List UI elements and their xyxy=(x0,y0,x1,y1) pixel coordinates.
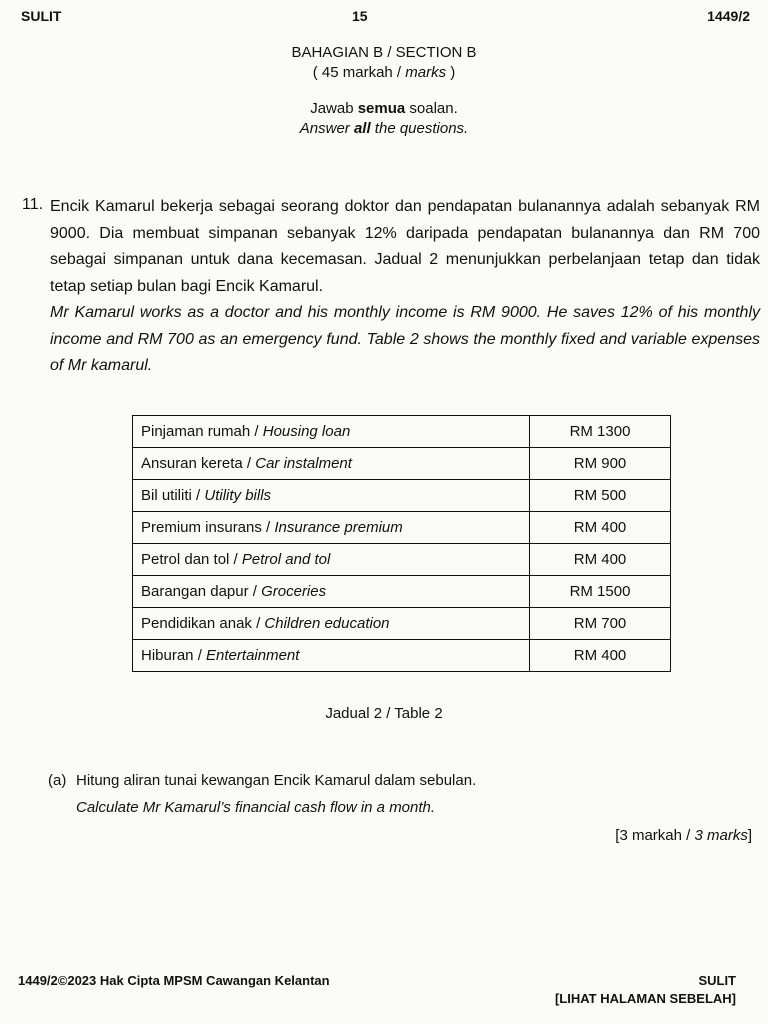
part-a-text-en: Calculate Mr Kamarul’s financial cash flow in a month. xyxy=(76,799,436,816)
question-text-en: Mr Kamarul works as a doctor and his monthly income is RM 9000. He saves 12% of his monthly income and RM 700 as an emergency fund. Table 2 shows the monthly fixed and variable expenses of Mr kamarul. xyxy=(50,304,760,374)
question-text xyxy=(50,194,760,380)
table-row xyxy=(133,544,671,576)
expense-item-en: Entertainment xyxy=(206,647,300,664)
expense-item xyxy=(133,416,530,448)
expense-item-en: Car instalment xyxy=(255,455,352,472)
footer-next-page: [LIHAT HALAMAN SEBELAH] xyxy=(554,991,736,1006)
expense-item-ms: Petrol dan tol / xyxy=(141,551,242,568)
expense-amount: RM 400 xyxy=(530,640,671,672)
expense-item xyxy=(133,480,530,512)
expense-item-ms: Hiburan / xyxy=(141,647,207,664)
question-text-ms: Encik Kamarul bekerja sebagai seorang doktor dan pendapatan bulanannya adalah sebanyak RM 9000. Dia membuat simpanan sebanyak 12% daripada pendapatan bulanannya dan RM 700 sebagai simpanan untuk dana kecemasan. Jadual 2 menunjukkan perbelanjaan tetap dan tidak tetap setiap bulan bagi Encik Kamarul. xyxy=(50,198,760,295)
expense-item xyxy=(133,640,530,672)
expense-amount: RM 900 xyxy=(530,448,671,480)
table-row xyxy=(133,480,671,512)
expense-item-en: Petrol and tol xyxy=(241,551,331,568)
expense-item-ms: Pinjaman rumah / xyxy=(141,423,263,440)
footer-copyright: 1449/2©2023 Hak Cipta MPSM Cawangan Kelantan xyxy=(18,973,330,988)
table-caption: Jadual 2 / Table 2 xyxy=(325,705,443,722)
part-a-marks: [3 markah / 3 marks] xyxy=(615,827,752,844)
section-title: BAHAGIAN B / SECTION B xyxy=(291,44,477,61)
expense-amount: RM 400 xyxy=(530,512,671,544)
table-row xyxy=(133,640,671,672)
table-row xyxy=(133,448,671,480)
expense-amount: RM 1300 xyxy=(530,416,671,448)
table-row xyxy=(133,576,671,608)
expense-item-ms: Barangan dapur / xyxy=(141,583,262,600)
paper-code: 1449/2 xyxy=(707,8,750,24)
expense-item xyxy=(133,448,530,480)
expense-item-ms: Bil utiliti / xyxy=(141,487,205,504)
table-row xyxy=(133,512,671,544)
expense-item-en: Housing loan xyxy=(262,423,351,440)
expense-item-en: Groceries xyxy=(261,583,327,600)
expense-item xyxy=(133,512,530,544)
expense-item-ms: Premium insurans / xyxy=(141,519,275,536)
expense-item-en: Children education xyxy=(264,615,390,632)
expense-item xyxy=(133,544,530,576)
header-sulit: SULIT xyxy=(21,8,62,24)
part-a-label: (a) xyxy=(48,772,67,789)
expense-item-en: Insurance premium xyxy=(274,519,403,536)
table-row xyxy=(133,416,671,448)
expense-amount: RM 1500 xyxy=(530,576,671,608)
expense-item xyxy=(133,576,530,608)
expense-amount: RM 400 xyxy=(530,544,671,576)
expense-amount: RM 500 xyxy=(530,480,671,512)
table-row xyxy=(133,608,671,640)
footer-sulit: SULIT xyxy=(698,973,736,988)
expense-item-ms: Pendidikan anak / xyxy=(141,615,265,632)
page-number: 15 xyxy=(352,8,368,24)
expense-item-en: Utility bills xyxy=(204,487,272,504)
instruction-ms: Jawab semua soalan. xyxy=(310,100,458,117)
expense-amount: RM 700 xyxy=(530,608,671,640)
expenses-table xyxy=(132,415,671,672)
expense-item-ms: Ansuran kereta / xyxy=(141,455,256,472)
expense-item xyxy=(133,608,530,640)
part-a-text-ms: Hitung aliran tunai kewangan Encik Kamarul dalam sebulan. xyxy=(76,772,477,789)
section-marks: ( 45 markah / marks ) xyxy=(312,64,456,81)
instruction-en: Answer all the questions. xyxy=(299,120,469,137)
question-number: 11. xyxy=(22,196,44,213)
